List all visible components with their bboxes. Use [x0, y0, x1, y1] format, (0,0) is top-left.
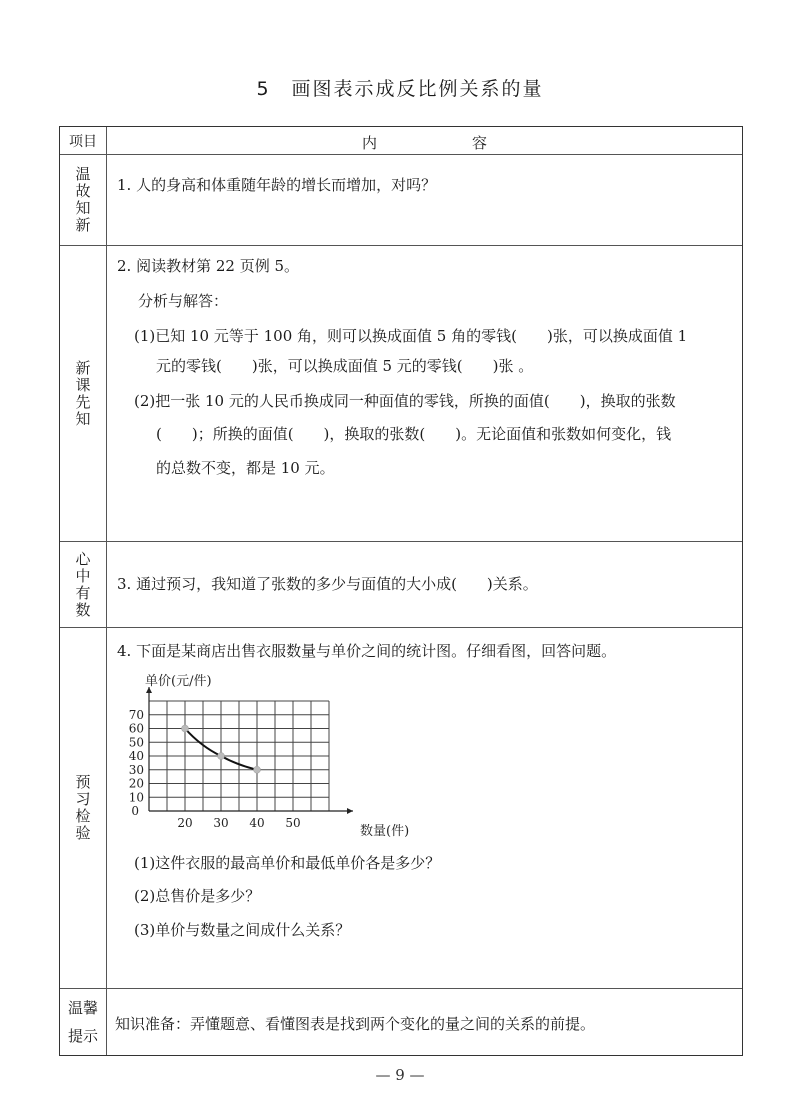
price-quantity-chart: [117, 673, 417, 843]
row-review: [60, 155, 742, 246]
header-item: 项目: [69, 133, 97, 150]
page-title: 5 画图表示成反比例关系的量: [256, 78, 544, 100]
chart-origin-label: 0: [131, 804, 139, 818]
sub-question-3: (3)单价与数量之间成什么关系？: [134, 921, 351, 939]
row-tip: [60, 989, 742, 1055]
part-1-line-1: (1)已知 10 元等于 100 角，则可以换成面值 5 角的零钱( )张，可以换成面值 1: [134, 327, 688, 345]
chart-data-point: [254, 766, 261, 773]
chart-data-point: [218, 753, 225, 760]
tip-text: 知识准备：弄懂题意、看懂图表是找到两个变化的量之间的关系的前提。: [115, 1015, 596, 1033]
page-number: — 9 —: [375, 1066, 425, 1084]
part-1-line-2: 元的零钱( )张，可以换成面值 5 元的零钱( )张 。: [156, 357, 534, 375]
row-mind: [60, 542, 742, 628]
question-3: 3. 通过预习，我知道了张数的多少与面值的大小成( )关系。: [117, 575, 538, 593]
chart-x-axis-arrow: [347, 808, 353, 814]
chart-y-tick-label: 70: [128, 707, 144, 722]
chart-x-tick-label: 30: [213, 816, 229, 830]
chart-x-tick-label: 50: [285, 816, 301, 830]
sub-question-1: (1)这件衣服的最高单价和最低单价各是多少？: [134, 854, 441, 872]
analysis-heading: 分析与解答：: [138, 292, 229, 310]
chart-y-tick-label: 60: [128, 721, 144, 736]
chart-y-tick-label: 50: [128, 735, 144, 750]
question-1: 1. 人的身高和体重随年龄的增长而增加，对吗？: [117, 176, 437, 194]
label-review: 温故知新: [73, 166, 92, 234]
row-preview: [60, 246, 742, 542]
table-header-row: [60, 127, 742, 155]
chart-x-axis-label: 数量(件): [360, 824, 410, 839]
chart-y-tick-label: 40: [128, 749, 144, 763]
chart-y-axis-label: 单价(元/件): [145, 674, 212, 689]
row-check: [60, 628, 742, 989]
sub-question-2: (2)总售价是多少？: [134, 887, 261, 905]
label-tip-line-2: 提示: [67, 1027, 98, 1045]
part-2-line-2: ( )；所换的面值( )，换取的张数( )。无论面值和张数如何变化，钱: [156, 425, 672, 443]
lesson-table: [59, 126, 743, 1056]
label-check: 预习检验: [73, 774, 92, 842]
chart-x-tick-label: 40: [249, 816, 265, 830]
chart-y-tick-label: 20: [128, 776, 144, 791]
chart-x-tick-label: 20: [177, 816, 193, 830]
chart-y-tick-label: 30: [128, 762, 144, 777]
part-2-line-3: 的总数不变，都是 10 元。: [156, 459, 335, 477]
chart-data-point: [182, 725, 189, 732]
question-4: 4. 下面是某商店出售衣服数量与单价之间的统计图。仔细看图，回答问题。: [117, 642, 617, 660]
question-2: 2. 阅读教材第 22 页例 5。: [117, 257, 300, 275]
header-content: 内 容: [361, 134, 527, 152]
chart-y-tick-label: 10: [128, 790, 144, 805]
label-preview: 新课先知: [73, 359, 92, 428]
label-tip-line-1: 温馨: [67, 999, 98, 1017]
label-mind: 心中有数: [73, 550, 92, 619]
part-2-line-1: (2)把一张 10 元的人民币换成同一种面值的零钱，所换的面值( )，换取的张数: [134, 392, 676, 410]
